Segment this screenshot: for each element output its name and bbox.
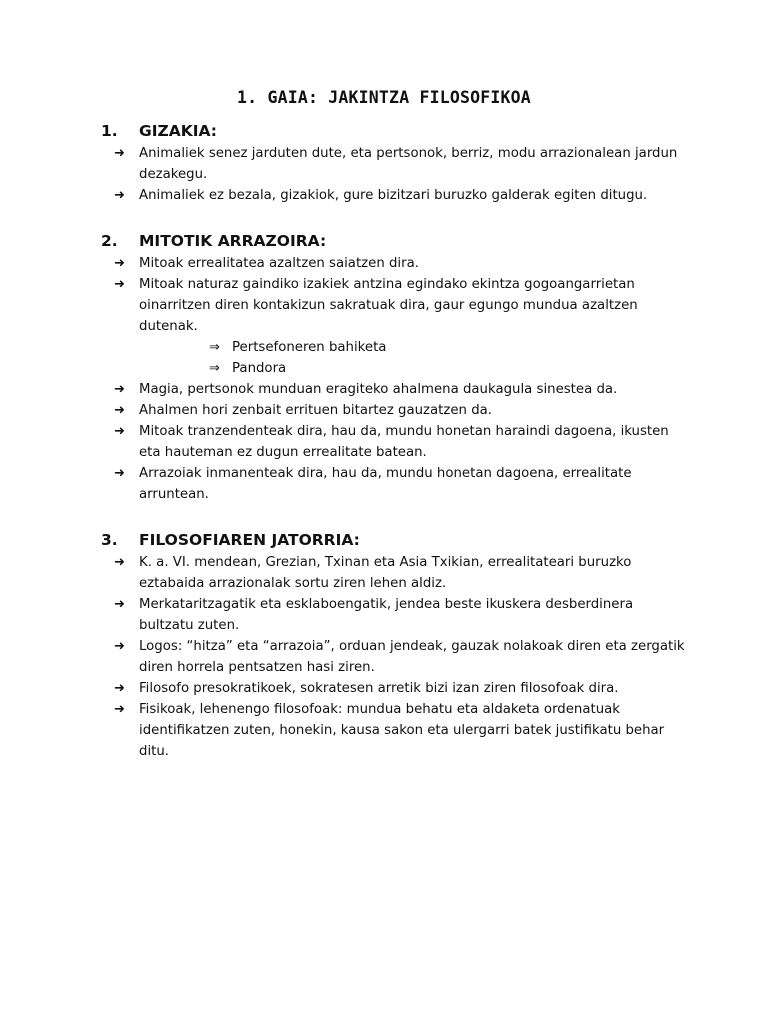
list-item [0, 143, 768, 185]
arrow-bullet-icon: ➜ [114, 403, 125, 418]
section-gizakia [0, 119, 768, 206]
list-item [0, 185, 768, 206]
list-item [0, 678, 768, 699]
section-title: MITOTIK ARRAZOIRA: [139, 232, 327, 250]
list-item-text: Arrazoiak inmanenteak dira, hau da, mundu honetan dagoena, errealitate arruntean. [139, 466, 632, 502]
arrow-bullet-icon: ➜ [114, 597, 125, 612]
arrow-bullet-icon: ➜ [114, 277, 125, 292]
sub-list-item [0, 358, 768, 379]
list-item-text: Animaliek senez jarduten dute, eta pertsonok, berriz, modu arrazionalean jardun dezakegu. [139, 146, 678, 182]
arrow-bullet-icon: ➜ [114, 382, 125, 397]
list-item-text: Animaliek ez bezala, gizakiok, gure bizitzari buruzko galderak egiten ditugu. [139, 188, 648, 203]
list-item [0, 699, 768, 762]
arrow-bullet-icon: ➜ [114, 188, 125, 203]
list-item [0, 552, 768, 594]
section-filosofiaren-jatorria [0, 528, 768, 762]
bullet-list [0, 143, 768, 206]
list-item-text: Magia, pertsonok munduan eragiteko ahalmena daukagula sinestea da. [139, 382, 618, 397]
bullet-list [0, 253, 768, 505]
section-number: 3. [101, 531, 118, 549]
sub-list-item-text: Pandora [232, 361, 287, 376]
section-number: 2. [101, 232, 118, 250]
section-title: GIZAKIA: [139, 122, 217, 140]
document-title: 1. GAIA: JAKINTZA FILOSOFIKOA [237, 88, 531, 107]
arrow-bullet-icon: ➜ [114, 555, 125, 570]
arrow-bullet-icon: ➜ [114, 639, 125, 654]
list-item-text: Ahalmen hori zenbait errituen bitartez gauzatzen da. [139, 403, 493, 418]
section-heading [0, 229, 768, 253]
arrow-bullet-icon: ➜ [114, 702, 125, 717]
sub-list-item [0, 337, 768, 358]
arrow-bullet-icon: ➜ [114, 146, 125, 161]
list-item [0, 463, 768, 505]
double-arrow-icon: ⇒ [209, 361, 220, 376]
list-item [0, 636, 768, 678]
list-item-text: Merkataritzagatik eta esklaboengatik, jendea beste ikuskera desberdinera bultzatu zuten. [139, 597, 634, 633]
arrow-bullet-icon: ➜ [114, 466, 125, 481]
list-item [0, 274, 768, 337]
list-item-text: Mitoak errealitatea azaltzen saiatzen dira. [139, 256, 419, 271]
section-heading [0, 119, 768, 143]
double-arrow-icon: ⇒ [209, 340, 220, 355]
section-title: FILOSOFIAREN JATORRIA: [139, 531, 360, 549]
arrow-bullet-icon: ➜ [114, 681, 125, 696]
section-heading [0, 528, 768, 552]
list-item [0, 421, 768, 463]
section-number: 1. [101, 122, 118, 140]
list-item-text: Fisikoak, lehenengo filosofoak: mundua behatu eta aldaketa ordenatuak identifikatzen zuten, honekin, kausa sakon eta ulergarri batek justifikatu behar ditu. [139, 702, 665, 759]
list-item-text: Mitoak tranzendenteak dira, hau da, mundu honetan haraindi dagoena, ikusten eta hauteman ez dugun errealitate batean. [139, 424, 669, 460]
arrow-bullet-icon: ➜ [114, 256, 125, 271]
list-item [0, 253, 768, 274]
list-item-text: Logos: “hitza” eta “arrazoia”, orduan jendeak, gauzak nolakoak diren eta zergatik diren horrela pentsatzen hasi ziren. [139, 639, 685, 675]
list-item-text: Mitoak naturaz gaindiko izakiek antzina egindako ekintza gogoangarrietan oinarritzen diren kontakizun sakratuak dira, gaur egungo mundua azaltzen dutenak. [139, 277, 638, 334]
sub-list-item-text: Pertsefoneren bahiketa [232, 340, 387, 355]
bullet-list [0, 552, 768, 762]
section-mitotik-arrazoira [0, 229, 768, 505]
list-item [0, 594, 768, 636]
list-item [0, 379, 768, 400]
list-item-text: Filosofo presokratikoek, sokratesen arretik bizi izan ziren filosofoak dira. [139, 681, 619, 696]
arrow-bullet-icon: ➜ [114, 424, 125, 439]
list-item-text: K. a. VI. mendean, Grezian, Txinan eta Asia Txikian, errealitateari buruzko eztabaida arrazionalak sortu ziren lehen aldiz. [139, 555, 632, 591]
list-item [0, 400, 768, 421]
